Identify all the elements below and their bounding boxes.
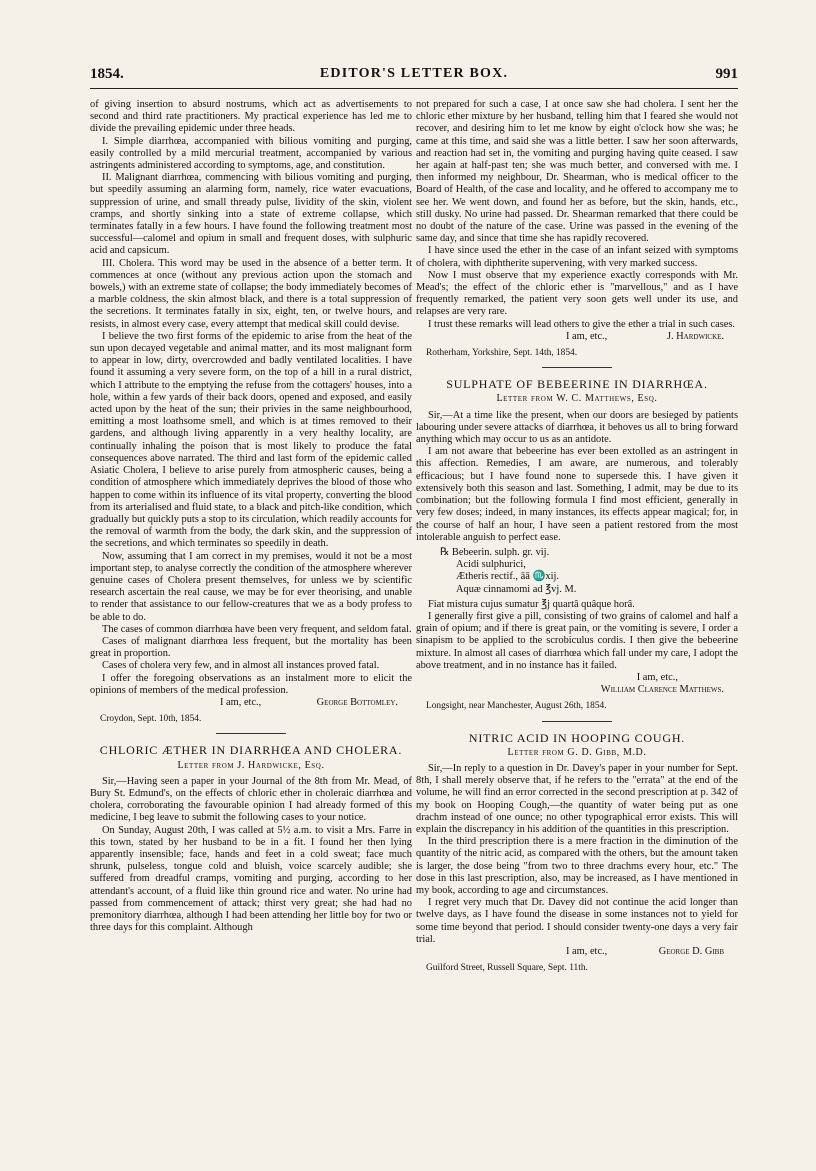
author-name: George D. Gibb [658, 946, 724, 957]
paragraph: Sir,—In reply to a question in Dr. Davey's paper in your number for Sept. 8th, I shall merely observe that, if he refers to the "errata" at the end of the volume, he will find an error corrected in the second prescription at p. 342 of my book on Hooping Cough,—the quantity of water being put as one drachm instead of one ounce; no other typographical error exists. This will explain the discrepancy in his addition of the quantities in this prescription. [416, 762, 738, 835]
prescription-line: Acidi sulphurici, [456, 559, 526, 571]
paragraph: I generally first give a pill, consisting of two grains of calomel and half a grain of opium; and if there is great pain, or the vomiting is severe, I order a sinapism to be applied to the scrobiculus cordis. I then give the bebeerine mixture. In almost all cases of diarrhœa which fall under my care, I adopt the above treatment, and in no instance has it failed. [416, 610, 738, 671]
dateline: Rotherham, Yorkshire, Sept. 14th, 1854. [426, 348, 578, 359]
page-number: 991 [715, 66, 738, 82]
paragraph: Now, assuming that I am correct in my premises, would it not be a most important step, to analyse correctly the condition of the atmosphere wherever genuine cases of Cholera present themselves, for unless we by scientific research ascertain the real cause, we may be for ever theorising, and unable to render that assistance to our fellow-creatures that we as a body profess to be able to do. [90, 550, 412, 623]
article-byline: Letter from J. Hardwicke, Esq. [177, 759, 325, 771]
running-header [90, 64, 738, 89]
paragraph: Sir,—At a time like the present, when our doors are besieged by patients labouring under severe attacks of diarrhœa, it behoves us all to bring forward anything which may occur to us as an antidote. [416, 409, 738, 446]
dateline: Croydon, Sept. 10th, 1854. [100, 714, 202, 725]
signoff: I am, etc., [566, 330, 608, 342]
paragraph: I believe the two first forms of the epidemic to arise from the heat of the sun upon decayed vegetable and animal matter, and its most malignant form to appear in low, dirty, overcrowded and badly ventilated localities. I have found it assuming a very severe form, on the top of a hill in a rural district, which I attribute to the emptying the refuse from the cottagers' houses, into a hole, within a few yards of their back doors, opened and exposed, and easily acted upon by the heat of the sun; their privies in the same neighbourhood, emitting a most loathsome smell, and which is at times removed to their gardens, and although living apparently in a very healthy locality, are continually inhaling the poison that is most likely to produce the fatal consequences above narrated. The third and last form of the epidemic called Asiatic Cholera, I believe to arise purely from atmospheric causes, being a condition of atmosphere which immediately deprives the blood of those who happen to come within its influence of its vital property, converting the blood from its arterialised and fluid state, to a black and pitch-like condition, which gradually but quickly puts a stop to its circulation, which readily accounts for the removal of warmth from the body, the dark skin, and the suppression of the secretions, and which terminates so speedily in death. [90, 330, 412, 550]
right-column [416, 99, 738, 978]
left-column [90, 99, 412, 934]
paragraph: I. Simple diarrhœa, accompanied with bilious vomiting and purging, easily controlled by a mild mercurial treatment, accompanied by various astringents administered according to symptoms, age, and constitution. [90, 135, 412, 172]
article-heading: SULPHATE OF BEBEERINE IN DIARRHŒA. [446, 377, 708, 392]
prescription [416, 547, 738, 596]
paragraph: not prepared for such a case, I at once saw she had cholera. I sent her the chloric ether mixture by her husband, telling him that I feared she would not recover, and desiring him to let me know by eight o'clock how she was; he came at this time, and said she was a little better. I saw her soon afterwards, and reaction had set in, the vomiting and purging having quite ceased. I saw her again at half-past ten; she was much better, and conversed with me. I then informed my neighbour, Dr. Shearman, who is medical officer to the Board of Health, of the case and locality, and he offered to accompany me to see her. We went down, and found her as before, but the skin, hands, etc., still dusky. No urine had passed. Dr. Shearman remarked that there could be no doubt of the nature of the case. Urine was passed in the evening of the same day, and since that time she has rapidly recovered. [416, 99, 738, 245]
paragraph: Cases of cholera very few, and in almost all instances proved fatal. [102, 660, 380, 672]
paragraph: Sir,—Having seen a paper in your Journal of the 8th from Mr. Mead, of Bury St. Edmund's, on the effects of chloric ether in choleraic diarrhœa and cholera, corroborating the favourable opinion I had already formed of this medicine, I beg leave to submit the following cases to your notice. [90, 775, 412, 824]
signoff: I am, etc., [220, 696, 262, 708]
paragraph: I have since used the ether in the case of an infant seized with symptoms of cholera, with diphtherite supervening, with very marked success. [416, 245, 738, 269]
prescription-directions: Fiat mistura cujus sumatur ℥j quartâ quâque horâ. [428, 598, 635, 610]
paragraph: I offer the foregoing observations as an instalment more to elicit the opinions of members of the medical profession. [90, 672, 412, 696]
paragraph: In the third prescription there is a mere fraction in the diminution of the quantity of the nitric acid, as compared with the others, but the amount taken is larger, the dose being "from two to three drachms every hour, etc." The dose in this last prescription, also, may be increased, as I have mentioned in my book, according to age and circumstances. [416, 836, 738, 896]
author-name: William Clarence Matthews. [600, 684, 724, 696]
signoff: I am, etc., [566, 946, 608, 957]
paragraph: I trust these remarks will lead others to give the ether a trial in such cases. [428, 318, 736, 330]
author-name: J. Hardwicke. [666, 330, 724, 342]
signature-line [416, 331, 738, 343]
dateline: Longsight, near Manchester, August 26th, 1854. [426, 701, 607, 712]
signature-line [90, 697, 412, 709]
prescription-line: Aquæ cinnamomi ad ℥vj. M. [456, 583, 577, 595]
paragraph: I am not aware that bebeerine has ever been extolled as an astringent in this affection. Remedies, I am aware, are numerous, and tolerably efficacious; but I have found none to supersede this. I have given it extensively both this season and last. Something, I admit, may be due to its combination; but the following formula I find most efficient, generally in very few doses; indeed, in many instances, its effects appear magical; for, in the course of half an hour, I have seen a patient restored from the most intolerable anguish to perfect ease. [416, 446, 738, 543]
header-year: 1854. [90, 66, 124, 82]
section-divider [542, 367, 612, 368]
paragraph: On Sunday, August 20th, I was called at 5½ a.m. to visit a Mrs. Farre in this town, stated by her husband to be in a fit. I found her then lying apparently insensible; face, hands and feet in a cold sweat; face much shrunk, pulseless, tongue cold and bluish, voice scarcely audible; she suffered from dreadful cramps, vomiting and purging, according to her attendant's account, of a fluid like thin ground rice and water. No urine had passed from commencement of attack; thirst very great; she had had no premonitory diarrhœa, although I had been attending her little boy for two or three days for this complaint. Although [90, 824, 412, 934]
author-name: George Bottomley. [316, 696, 398, 708]
paragraph: III. Cholera. This word may be used in the absence of a better term. It commences at once (without any previous action upon the stomach and bowels,) with an extreme state of collapse; the body immediately becomes of a marble coldness, the skin almost black, and there is a total suppression of the secretions. It terminates fatally in six, eight, ten, or twelve hours, and resists, in almost every case, every attempt that medical skill could devise. [90, 257, 412, 330]
article-byline: Letter from W. C. Matthews, Esq. [496, 393, 658, 405]
paragraph: The cases of common diarrhœa have been very frequent, and seldom fatal. [102, 623, 412, 635]
article-byline: Letter from G. D. Gibb, M.D. [507, 746, 647, 758]
section-divider [216, 733, 286, 734]
article-heading: CHLORIC ÆTHER IN DIARRHŒA AND CHOLERA. [99, 743, 403, 758]
prescription-line: Ætheris rectif., āā ♏xij. [456, 571, 559, 583]
signoff: I am, etc., [636, 671, 678, 683]
dateline: Guilford Street, Russell Square, Sept. 11th. [426, 963, 588, 974]
signature-line [416, 946, 738, 958]
paragraph: I regret very much that Dr. Davey did not continue the acid longer than twelve days, as I have found the disease in some instances not to yield for some time beyond that period. I should consider twenty-one days a very fair trial. [416, 897, 738, 945]
paragraph: Now I must observe that my experience exactly corresponds with Mr. Mead's; the effect of the chloric ether is "marvellous," and as I have frequently remarked, the patient very soon gets well under its use, and relapses are very rare. [416, 269, 738, 318]
section-divider [542, 721, 612, 722]
paragraph: of giving insertion to absurd nostrums, which act as advertisements to second and third rate practitioners. My practical experience has led me to divide the prevailing epidemic under three heads. [90, 99, 412, 135]
article-heading: NITRIC ACID IN HOOPING COUGH. [468, 730, 686, 745]
header-title: EDITOR'S LETTER BOX. [319, 66, 509, 81]
prescription-line: ℞ Bebeerin. sulph. gr. vij. [440, 546, 550, 558]
paragraph: II. Malignant diarrhœa, commencing with bilious vomiting and purging, but speedily assuming an alarming form, namely, rice water evacuations, suppression of urine, and small thready pulse, lividity of the skin, violent cramps, and shortly sinking into a state of extreme collapse, which terminates fatally in a few hours. I have found the following treatment most successful—calomel and opium in small and frequent doses, with sulphuric acid and capsicum. [90, 172, 412, 257]
paragraph: Cases of malignant diarrhœa less frequent, but the mortality has been great in proportion. [90, 635, 412, 660]
